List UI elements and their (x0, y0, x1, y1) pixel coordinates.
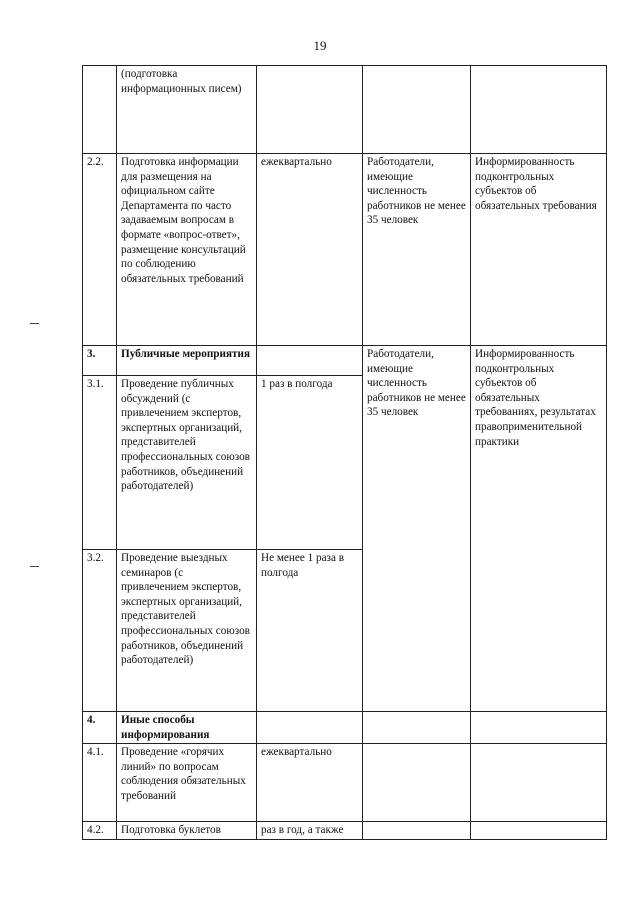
activity-cell: Подготовка буклетов (117, 822, 257, 840)
row-number: 3. (83, 346, 117, 376)
audience-cell (363, 66, 471, 154)
measures-table (82, 65, 607, 840)
audience-cell (363, 822, 471, 840)
row-number: 4.2. (83, 822, 117, 840)
frequency-cell: ежеквартально (257, 154, 363, 346)
audience-cell (363, 744, 471, 822)
audience-cell: Работодатели, имеющие численность работников не менее 35 человек (363, 154, 471, 346)
section-title: Иные способы информирования (117, 712, 257, 744)
activity-cell: Проведение выездных семинаров (с привлечением экспертов, экспертных организаций, представителей профессиональных союзов работников, объединений работодателей) (117, 550, 257, 712)
frequency-cell (257, 66, 363, 154)
table-row (83, 744, 607, 822)
result-cell: Информированность подконтрольных субъектов об обязательных требования (471, 154, 607, 346)
table-row (83, 712, 607, 744)
row-number (83, 66, 117, 154)
activity-cell: Подготовка информации для размещения на официальном сайте Департамента по часто задаваемым вопросам в формате «вопрос-ответ», размещение консультаций по соблюдению обязательных требований (117, 154, 257, 346)
row-number: 4.1. (83, 744, 117, 822)
result-cell (471, 712, 607, 744)
row-number: 2.2. (83, 154, 117, 346)
frequency-cell: ежеквартально (257, 744, 363, 822)
activity-cell: (подготовка информационных писем) (117, 66, 257, 154)
frequency-cell (257, 712, 363, 744)
table-row (83, 154, 607, 346)
table-row (83, 346, 607, 376)
audience-cell: Работодатели, имеющие численность работников не менее 35 человек (363, 346, 471, 712)
frequency-cell: 1 раз в полгода (257, 376, 363, 550)
audience-cell (363, 712, 471, 744)
margin-mark (30, 323, 39, 324)
section-title: Публичные мероприятия (117, 346, 257, 376)
frequency-cell: Не менее 1 раза в полгода (257, 550, 363, 712)
activity-cell: Проведение публичных обсуждений (с привлечением экспертов, экспертных организаций, представителей профессиональных союзов работников, объединений работодателей) (117, 376, 257, 550)
result-cell (471, 744, 607, 822)
row-number: 3.1. (83, 376, 117, 550)
row-number: 4. (83, 712, 117, 744)
row-number: 3.2. (83, 550, 117, 712)
activity-cell: Проведение «горячих линий» по вопросам соблюдения обязательных требований (117, 744, 257, 822)
page-number: 19 (313, 38, 327, 53)
table-row (83, 822, 607, 840)
result-cell (471, 66, 607, 154)
table-row (83, 66, 607, 154)
result-cell (471, 822, 607, 840)
margin-mark (30, 566, 39, 567)
result-cell: Информированность подконтрольных субъектов об обязательных требованиях, результатах правоприменительной практики (471, 346, 607, 712)
frequency-cell (257, 346, 363, 376)
frequency-cell: раз в год, а также (257, 822, 363, 840)
